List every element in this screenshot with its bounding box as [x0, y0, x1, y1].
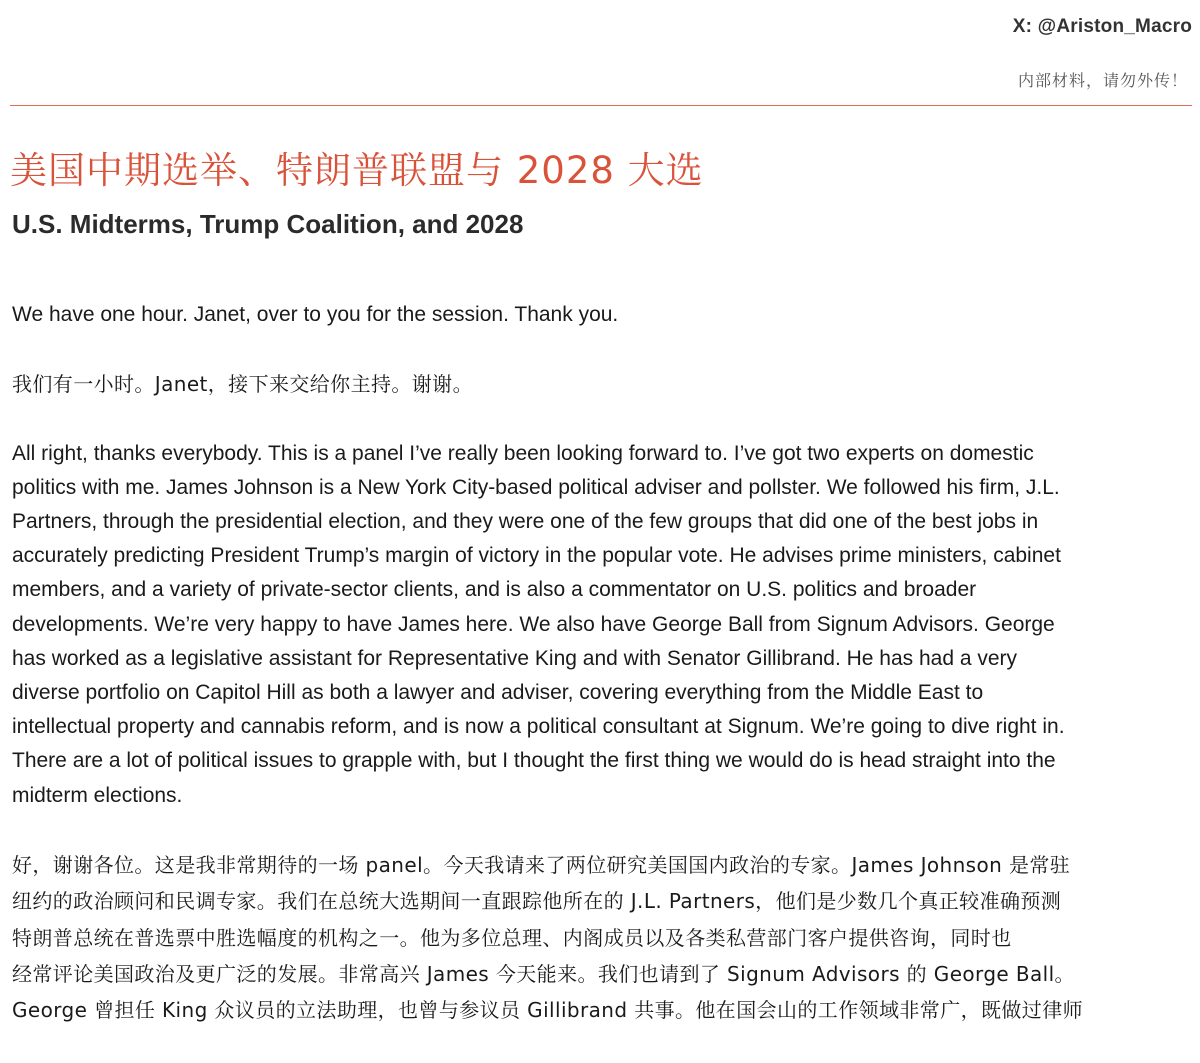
text-line: Partners, through the presidential election, and they were one of the few groups that did one of the best jobs in [12, 510, 1039, 534]
header-divider [10, 105, 1192, 106]
author-handle: X: @Ariston_Macro [1012, 16, 1192, 37]
text-line: developments. We’re very happy to have James here. We also have George Ball from Signum Advisors. George [12, 612, 1055, 636]
paragraph-en-2 [12, 437, 1194, 813]
text-line: 经常评论美国政治及更广泛的发展。非常高兴 James 今天能来。我们也请到了 Signum Advisors 的 George Ball。 [12, 962, 1075, 987]
document-title-english: U.S. Midterms, Trump Coalition, and 2028 [12, 209, 524, 239]
document-title-chinese: 美国中期选举、特朗普联盟与 2028 大选 [10, 149, 704, 192]
text-line: has worked as a legislative assistant for Representative King and with Senator Gillibrand. He has had a very [12, 646, 1018, 670]
paragraph-en-1 [12, 298, 1194, 332]
text-line: politics with me. James Johnson is a New York City-based political adviser and pollster. We followed his firm, J.L. [12, 475, 1060, 499]
text-line: There are a lot of political issues to grapple with, but I thought the first thing we would do is head straight into the [12, 749, 1056, 773]
confidential-notice: 内部材料，请勿外传！ [1017, 71, 1188, 90]
text-line: intellectual property and cannabis reform, and is now a political consultant at Signum. We’re going to dive right in. [12, 715, 1065, 739]
transcript-body [12, 298, 1194, 1063]
text-line: diverse portfolio on Capitol Hill as both a lawyer and adviser, covering everything from the Middle East to [12, 681, 984, 705]
paragraph-zh-2 [12, 847, 1194, 1029]
text-line: George 曾担任 King 众议员的立法助理，也曾与参议员 Gillibrand 共事。他在国会山的工作领域非常广，既做过律师 [12, 998, 1084, 1023]
text-line: members, and a variety of private-sector clients, and is also a commentator on U.S. politics and broader [12, 578, 977, 602]
text-line: 好，谢谢各位。这是我非常期待的一场 panel。今天我请来了两位研究美国国内政治的专家。James Johnson 是常驻 [12, 852, 1071, 877]
text-line: 纽约的政治顾问和民调专家。我们在总统大选期间一直跟踪他所在的 J.L. Partners，他们是少数几个真正较准确预测 [12, 889, 1062, 914]
text-line: We have one hour. Janet, over to you for the session. Thank you. [12, 303, 619, 326]
text-line: 我们有一小时。Janet，接下来交给你主持。谢谢。 [12, 372, 473, 397]
text-line: midterm elections. [12, 783, 183, 807]
paragraph-zh-1 [12, 366, 1194, 402]
text-line: All right, thanks everybody. This is a panel I’ve really been looking forward to. I’ve got two experts on domestic [12, 441, 1034, 465]
text-line: accurately predicting President Trump’s margin of victory in the popular vote. He advises prime ministers, cabinet [12, 544, 1061, 568]
text-line: 特朗普总统在普选票中胜选幅度的机构之一。他为多位总理、内阁成员以及各类私营部门客户提供咨询，同时也 [12, 925, 1012, 950]
